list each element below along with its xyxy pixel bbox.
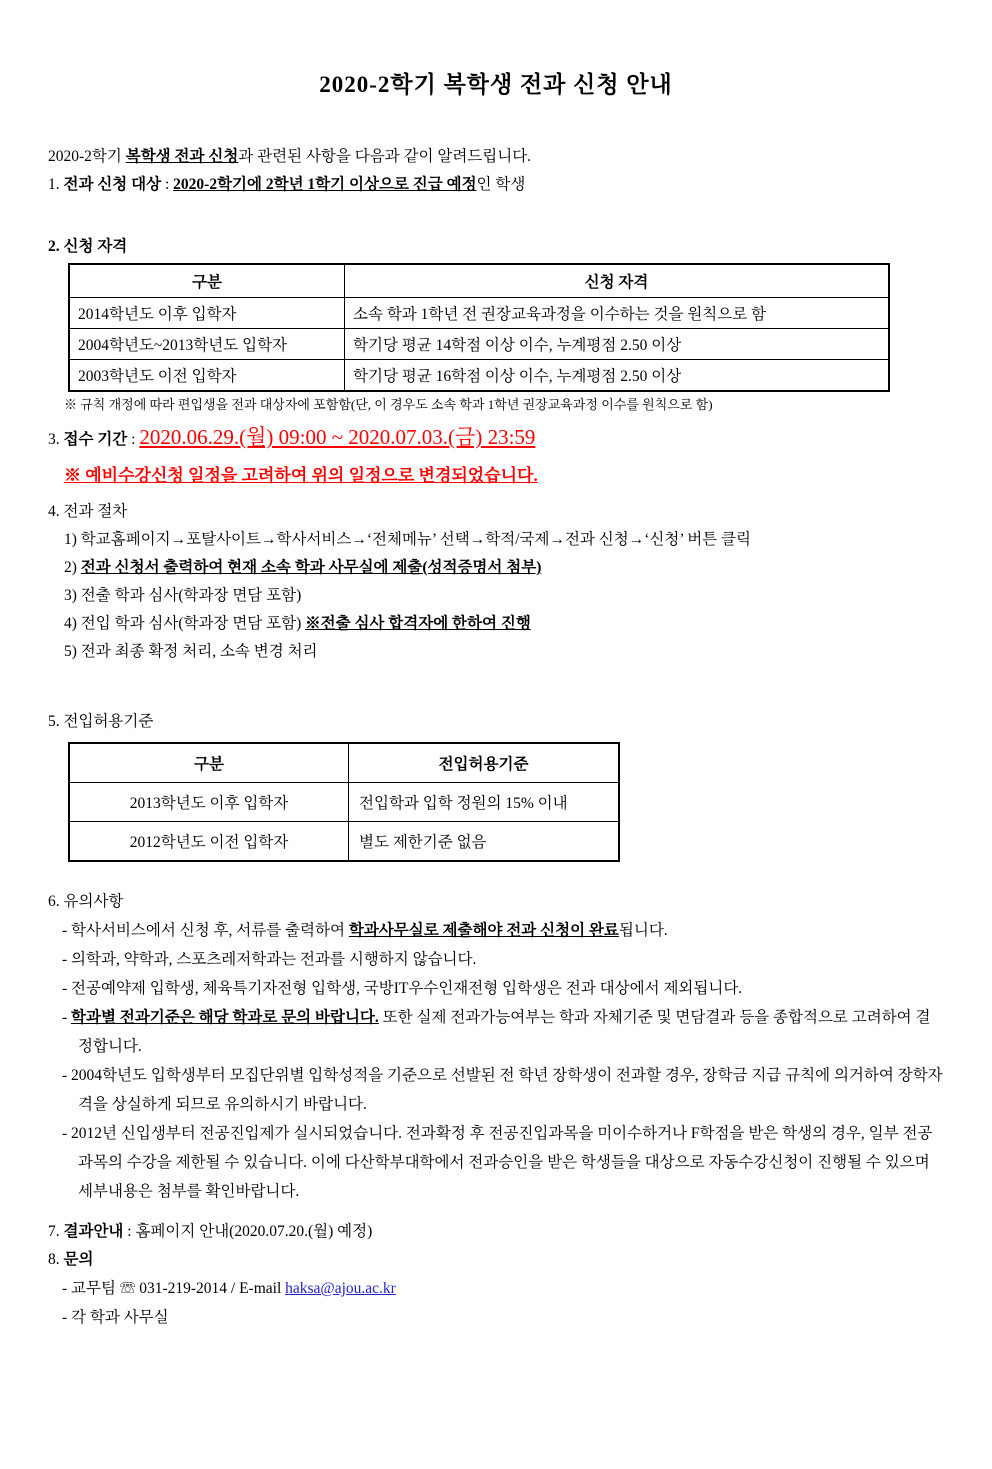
section-8-heading: [48, 1246, 944, 1274]
text-run: - 2012년 신입생부터 전공진입제가 실시되었습니다. 전과확정 후 전공진입과목을 미이수하거나 F학점을 받은 학생의 경우, 일부 전공과목의 수강을 제한될 수 있습니다. 이에 다산학부대학에서 전과승인을 받은 학생들을 대상으로 자동수강신청이 진행될 수 있으며 세부내용은 첨부를 확인바랍니다.: [62, 1125, 933, 1200]
table1-note: [48, 392, 944, 418]
section-1-heading: [48, 171, 944, 199]
text-run: 학과사무실로 제출해야 전과 신청이 완료: [348, 922, 619, 939]
text-run: - 각 학과 사무실: [62, 1309, 169, 1326]
text-run: 1) 학교홈페이지→포탈사이트→학사서비스→‘전체메뉴’ 선택→학적/국제→전과 신청→‘신청’ 버튼 클릭: [64, 531, 751, 548]
text-run: - 교무팀 ☏ 031-219-2014 / E-mail: [62, 1280, 286, 1297]
text-run: 1.: [48, 176, 64, 193]
page-title: 2020-2학기 복학생 전과 신청 안내: [319, 72, 673, 97]
table-cell: 전입학과 입학 정원의 15% 이내: [349, 783, 620, 822]
step-3: [48, 582, 944, 610]
table-header-row: [69, 743, 619, 783]
column-header: 전입허용기준: [349, 743, 620, 783]
section-5-heading: [48, 708, 944, 736]
text-run: 3) 전출 학과 심사(학과장 면담 포함): [64, 587, 302, 604]
text-run: 6. 유의사항: [48, 893, 124, 910]
step-4: [48, 610, 944, 638]
notice-bullet-6: [48, 1119, 944, 1206]
text-run: 복학생 전과 신청: [125, 148, 239, 165]
eligibility-table: [68, 263, 890, 392]
text-run: - 의학과, 약학과, 스포츠레저학과는 전과를 시행하지 않습니다.: [62, 951, 477, 968]
section-4-heading: [48, 498, 944, 526]
text-run: 인 학생: [476, 176, 526, 193]
text-run: 과 관련된 사항을 다음과 같이 알려드립니다.: [238, 148, 532, 165]
text-run: ※전출 심사 합격자에 한하여 진행: [305, 615, 531, 632]
table-cell: 소속 학과 1학년 전 권장교육과정을 이수하는 것을 원칙으로 함: [345, 298, 890, 329]
text-run: 전과 신청 대상: [63, 176, 162, 193]
notice-bullet-1: [48, 916, 944, 945]
contact-phone-email: [48, 1274, 944, 1303]
text-run: 접수 기간: [63, 431, 128, 448]
text-run: 5) 전과 최종 확정 처리, 소속 변경 처리: [64, 643, 318, 660]
table-cell: 학기당 평균 16학점 이상 이수, 누계평점 2.50 이상: [345, 360, 890, 392]
intro-paragraph: [48, 143, 944, 171]
text-run: 8.: [48, 1251, 64, 1268]
text-run: 7.: [48, 1223, 64, 1240]
text-run: 학과별 전과기준은 해당 학과로 문의 바랍니다.: [71, 1009, 379, 1026]
text-run: - 2004학년도 입학생부터 모집단위별 입학성적을 기준으로 선발된 전 학년 장학생이 전과할 경우, 장학금 지급 규칙에 의거하여 장학자격을 상실하게 되므로 유의하시기 바랍니다.: [62, 1067, 943, 1113]
text-run: 3.: [48, 431, 64, 448]
step-2: [48, 554, 944, 582]
text-run: -: [62, 1009, 72, 1026]
table-row: [69, 360, 889, 392]
text-run: ※ 예비수강신청 일정을 고려하여 위의 일정으로 변경되었습니다.: [64, 466, 538, 485]
schedule-change-note: [48, 461, 944, 492]
table-cell: 별도 제한기준 없음: [349, 822, 620, 862]
table-cell: 2012학년도 이전 입학자: [69, 822, 349, 862]
text-run: 결과안내: [63, 1223, 124, 1240]
column-header: 신청 자격: [345, 264, 890, 298]
notice-bullet-4: [48, 1003, 944, 1061]
notice-bullet-3: [48, 974, 944, 1003]
notice-bullet-2: [48, 945, 944, 974]
table-row: [69, 822, 619, 862]
text-run: 2.: [48, 238, 64, 255]
column-header: 구분: [69, 264, 345, 298]
table-row: [69, 329, 889, 360]
email-link[interactable]: haksa@ajou.ac.kr: [285, 1280, 396, 1297]
text-run: - 학사서비스에서 신청 후, 서류를 출력하여: [62, 922, 349, 939]
text-run: 또한 실제 전과가능여부는 학과 자체기준 및 면담결과 등을 종합적으로 고려하여 결정합니다.: [78, 1009, 931, 1055]
contact-dept-office: [48, 1303, 944, 1332]
admission-table: [68, 742, 620, 862]
text-run: 4) 전입 학과 심사(학과장 면담 포함): [64, 615, 306, 632]
table-cell: 2004학년도~2013학년도 입학자: [69, 329, 345, 360]
section-7-heading: [48, 1218, 944, 1246]
table-header-row: [69, 264, 889, 298]
table-row: [69, 298, 889, 329]
notice-bullet-5: [48, 1061, 944, 1119]
text-run: 4. 전과 절차: [48, 503, 128, 520]
text-run: 문의: [63, 1251, 94, 1268]
text-run: :: [161, 176, 174, 193]
section-6-heading: [48, 888, 944, 916]
step-5: [48, 638, 944, 666]
table-cell: 2014학년도 이후 입학자: [69, 298, 345, 329]
table-row: [69, 783, 619, 822]
document-page: [0, 66, 992, 1372]
section-3-heading: [48, 420, 944, 457]
text-run: 됩니다.: [618, 922, 668, 939]
text-run: 5. 전입허용기준: [48, 713, 154, 730]
column-header: 구분: [69, 743, 349, 783]
text-run: 2): [64, 559, 81, 576]
text-run: 2020-2학기: [48, 148, 126, 165]
table-cell: 학기당 평균 14학점 이상 이수, 누계평점 2.50 이상: [345, 329, 890, 360]
text-run: :: [127, 431, 140, 448]
text-run: 신청 자격: [63, 238, 128, 255]
text-run: : 홈페이지 안내(2020.07.20.(월) 예정): [123, 1223, 373, 1240]
text-run: 2020-2학기에 2학년 1학기 이상으로 진급 예정: [173, 176, 477, 193]
text-run: 전과 신청서 출력하여 현재 소속 학과 사무실에 제출(성적증명서 첨부): [80, 559, 542, 576]
text-run: 2020.06.29.(월) 09:00 ~ 2020.07.03.(금) 23:59: [139, 425, 536, 449]
table-cell: 2003학년도 이전 입학자: [69, 360, 345, 392]
text-run: - 전공예약제 입학생, 체육특기자전형 입학생, 국방IT우수인재전형 입학생은 전과 대상에서 제외됩니다.: [62, 980, 743, 997]
table-cell: 2013학년도 이후 입학자: [69, 783, 349, 822]
step-1: [48, 526, 944, 554]
section-2-heading: [48, 233, 944, 261]
text-run: ※ 규칙 개정에 따라 편입생을 전과 대상자에 포함함(단, 이 경우도 소속 학과 1학년 권장교육과정 이수를 원칙으로 함): [64, 397, 713, 412]
